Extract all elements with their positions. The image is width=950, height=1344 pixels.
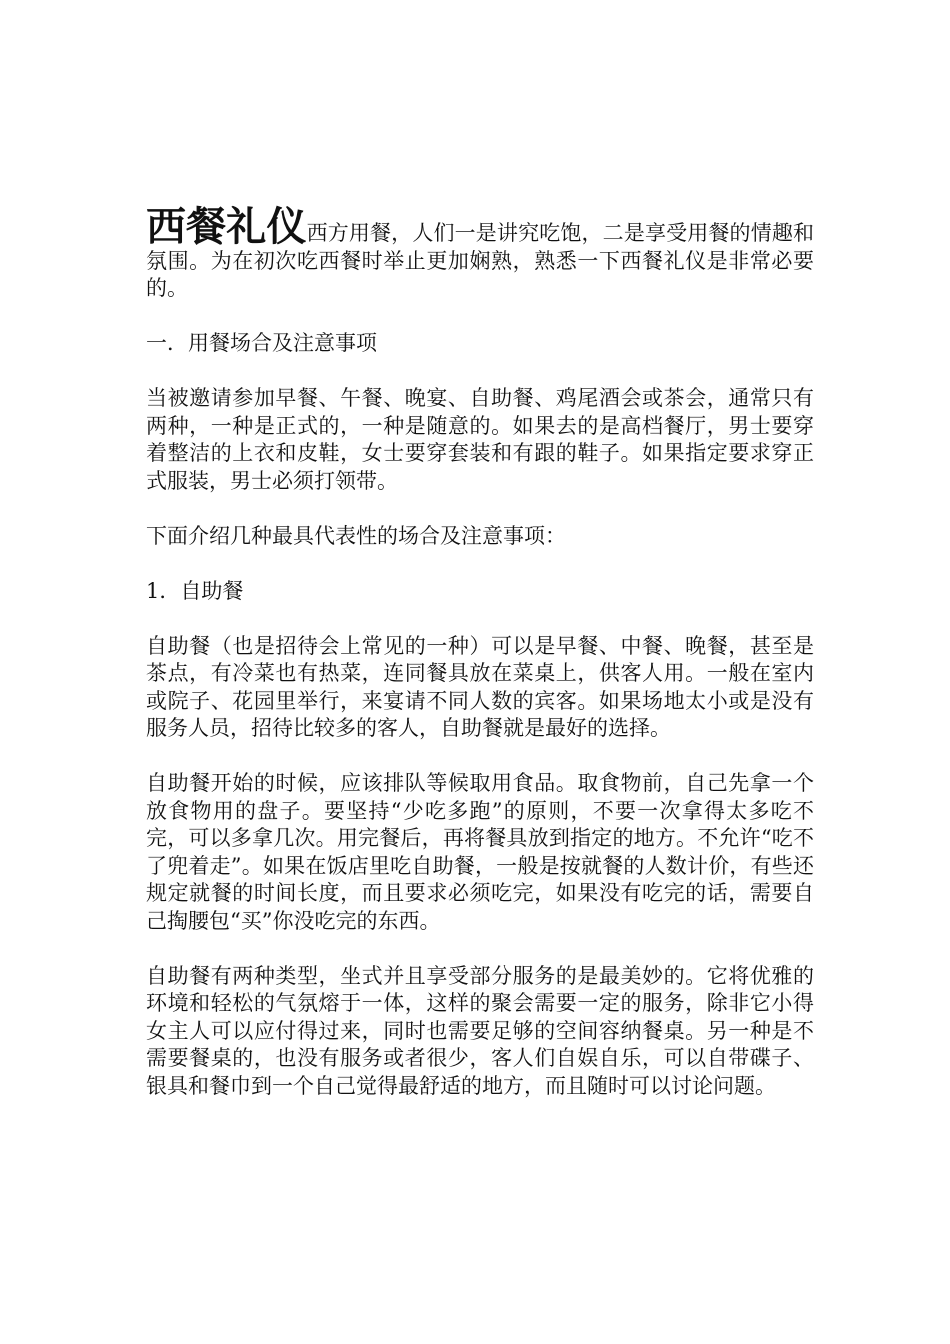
- subsection-heading-1: 1．自助餐: [146, 578, 244, 603]
- paragraph-2: 下面介绍几种最具代表性的场合及注意事项：: [146, 523, 566, 548]
- section-heading-1: 一．用餐场合及注意事项: [146, 331, 377, 355]
- paragraph-1: 当被邀请参加早餐、午餐、晚宴、自助餐、鸡尾酒会或茶会，通常只有两种，一种是正式的，一种是随意的。如果去的是高档餐厅，男士要穿着整洁的上衣和皮鞋，女士要穿套装和有跟的鞋子。如果指定要求穿正式服装，男士必须打领带。: [146, 386, 814, 493]
- paragraph-5: 自助餐有两种类型，坐式并且享受部分服务的是最美妙的。它将优雅的环境和轻松的气氛熔于一体，这样的聚会需要一定的服务，除非它小得女主人可以应付得过来，同时也需要足够的空间容纳餐桌。另一种是不需要餐桌的，也没有服务或者很少，客人们自娱自乐，可以自带碟子、银具和餐巾到一个自己觉得最舒适的地方，而且随时可以讨论问题。: [146, 963, 814, 1098]
- document-title: 西餐礼仪: [146, 204, 307, 250]
- document-page: [146, 204, 814, 1128]
- intro-text: 西方用餐，人们一是讲究吃饱，二是享受用餐的情趣和氛围。为在初次吃西餐时举止更加娴熟，熟悉一下西餐礼仪是非常必要的。: [146, 221, 814, 300]
- intro-paragraph: [146, 204, 814, 303]
- paragraph-4: 自助餐开始的时候，应该排队等候取用食品。取食物前，自己先拿一个放食物用的盘子。要坚持“少吃多跑”的原则，不要一次拿得太多吃不完，可以多拿几次。用完餐后，再将餐具放到指定的地方。不允许“吃不了兜着走”。如果在饭店里吃自助餐，一般是按就餐的人数计价，有些还规定就餐的时间长度，而且要求必须吃完，如果没有吃完的话，需要自己掏腰包“买”你没吃完的东西。: [146, 771, 814, 933]
- paragraph-3: 自助餐（也是招待会上常见的一种）可以是早餐、中餐、晚餐，甚至是茶点，有冷菜也有热菜，连同餐具放在菜桌上，供客人用。一般在室内或院子、花园里举行，来宴请不同人数的宾客。如果场地太小或是没有服务人员，招待比较多的客人，自助餐就是最好的选择。: [146, 633, 814, 740]
